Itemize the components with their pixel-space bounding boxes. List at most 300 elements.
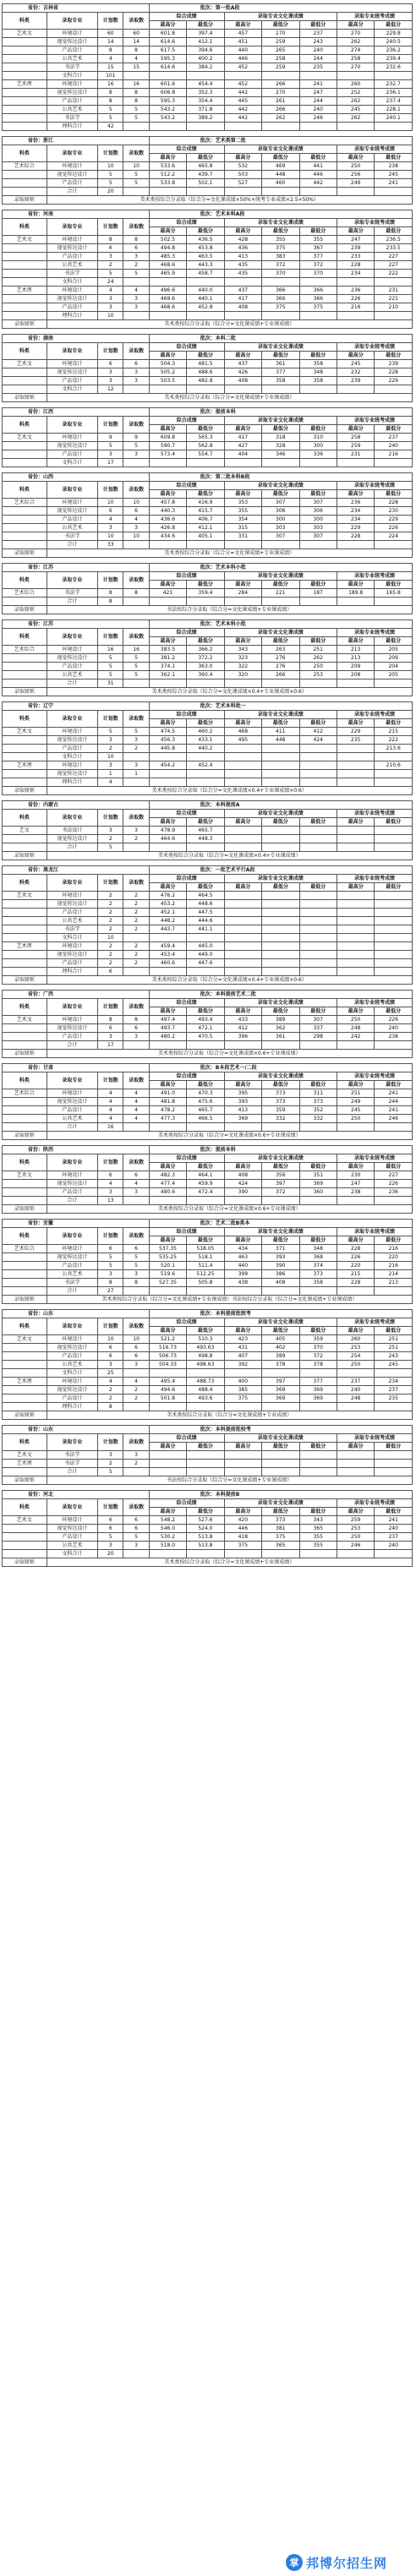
- score-cell: 213.6: [375, 745, 413, 753]
- header-category: 科类: [3, 219, 47, 236]
- score-cell: 5: [123, 106, 149, 114]
- score-cell: [337, 753, 374, 761]
- province-label: 省份：甘肃: [3, 1064, 150, 1072]
- category-cell: [3, 516, 47, 524]
- table-row: [3, 1361, 413, 1369]
- batch-label: 批次：艺术本科小批: [149, 620, 412, 629]
- header-max: 最高分: [149, 581, 186, 589]
- score-cell: [262, 900, 299, 909]
- table-row: [3, 434, 413, 442]
- score-cell: 6: [123, 507, 149, 516]
- score-cell: 236.5: [375, 236, 413, 244]
- score-cell: 5: [98, 1253, 123, 1262]
- category-cell: 艺术理: [3, 942, 47, 951]
- header-admit: 录取数: [123, 875, 149, 892]
- table-row: [3, 1171, 413, 1180]
- score-cell: 360: [299, 1188, 337, 1197]
- score-cell: 446: [224, 1525, 261, 1533]
- major-cell: 公共艺术: [47, 524, 98, 532]
- score-cell: 504.33: [149, 1361, 186, 1369]
- table-row: [3, 951, 413, 959]
- header-min: 最低分: [187, 1081, 224, 1089]
- score-cell: 463.5: [187, 253, 224, 261]
- table-row: [3, 385, 413, 394]
- score-cell: 488.6: [187, 368, 224, 377]
- header-max: 最高分: [337, 1508, 374, 1516]
- score-cell: 5: [98, 114, 123, 123]
- table-row: [3, 1460, 413, 1468]
- score-cell: 5: [98, 179, 123, 188]
- header-pro-score: 录取专业统考成绩: [337, 482, 412, 490]
- major-cell: 环境设计: [47, 499, 98, 507]
- header-min: 最低分: [187, 719, 224, 728]
- category-cell: [3, 106, 47, 114]
- score-cell: 216: [375, 450, 413, 459]
- header-min: 最低分: [262, 1508, 299, 1516]
- table-row: [3, 959, 413, 968]
- major-cell: 环境设计: [47, 728, 98, 736]
- score-cell: 460: [262, 179, 299, 188]
- category-cell: [3, 97, 47, 106]
- major-cell: 合计: [47, 541, 98, 549]
- rule-text: 美术类按综合分录取（综合分=文化课成绩×0.6+专业课成绩）: [47, 1205, 412, 1214]
- table-row: [3, 89, 413, 97]
- score-cell: 445: [224, 97, 261, 106]
- score-cell: 10: [98, 753, 123, 761]
- province-label: 省份：黑龙江: [3, 866, 150, 875]
- major-cell: 公共艺术: [47, 1361, 98, 1369]
- score-cell: 3: [98, 736, 123, 745]
- score-cell: 2: [98, 892, 123, 900]
- score-cell: 16: [123, 646, 149, 654]
- rule-label: 录取原则: [3, 787, 47, 795]
- score-cell: 428: [224, 236, 261, 244]
- score-cell: 237: [375, 1386, 413, 1394]
- score-cell: [375, 123, 413, 131]
- score-cell: [123, 72, 149, 80]
- score-cell: 373: [262, 1089, 299, 1098]
- score-cell: 235: [375, 1394, 413, 1403]
- score-cell: 397.4: [187, 30, 224, 38]
- header-major: 录取专业: [47, 875, 98, 892]
- score-cell: 300: [299, 442, 337, 450]
- header-max: 最高分: [224, 425, 261, 434]
- score-cell: 318: [262, 434, 299, 442]
- score-cell: 214: [375, 1270, 413, 1279]
- score-cell: [337, 679, 374, 688]
- score-cell: [375, 770, 413, 778]
- table-row: [3, 1106, 413, 1115]
- score-cell: [123, 778, 149, 787]
- score-cell: [262, 1197, 299, 1205]
- score-cell: [375, 679, 413, 688]
- score-cell: 2: [98, 942, 123, 951]
- score-cell: [149, 770, 186, 778]
- header-max: 最高分: [149, 1236, 186, 1245]
- score-cell: 465.7: [187, 827, 224, 835]
- header-min: 最低分: [187, 1236, 224, 1245]
- category-cell: 艺术文: [3, 360, 47, 368]
- header-total-score: 综合成绩: [149, 482, 224, 490]
- header-max: 最高分: [149, 21, 186, 30]
- score-cell: [224, 959, 261, 968]
- score-cell: 276: [262, 654, 299, 663]
- score-cell: 3: [98, 295, 123, 303]
- header-min: 最低分: [262, 1443, 299, 1451]
- major-cell: 书法设计: [47, 827, 98, 835]
- score-cell: [262, 968, 299, 976]
- score-cell: [224, 770, 261, 778]
- score-cell: [262, 1287, 299, 1296]
- score-cell: [299, 1468, 337, 1476]
- header-min: 最低分: [299, 490, 337, 499]
- category-cell: [3, 959, 47, 968]
- category-cell: [3, 244, 47, 253]
- header-major: 录取专业: [47, 1318, 98, 1335]
- score-cell: [375, 753, 413, 761]
- header-min: 最低分: [262, 719, 299, 728]
- score-cell: 3: [98, 450, 123, 459]
- major-cell: 书法学: [47, 63, 98, 72]
- score-cell: 453.8: [187, 244, 224, 253]
- score-cell: 245: [375, 1361, 413, 1369]
- score-cell: 251: [375, 1344, 413, 1352]
- table-row: [3, 1525, 413, 1533]
- table-row: [3, 97, 413, 106]
- score-cell: 383.5: [149, 646, 186, 654]
- score-cell: 250: [337, 162, 374, 171]
- header-culture-score: 录取专业文化课成绩: [224, 482, 337, 490]
- score-cell: 241: [299, 80, 337, 89]
- table-row: [3, 835, 413, 843]
- score-cell: 537.35: [149, 1245, 186, 1253]
- header-plan: 计划数: [98, 875, 123, 892]
- score-cell: [224, 835, 261, 843]
- score-cell: 369: [299, 1394, 337, 1403]
- score-cell: 315: [224, 524, 261, 532]
- score-cell: [299, 843, 337, 852]
- header-plan: 计划数: [98, 145, 123, 162]
- table-row: [3, 753, 413, 761]
- table-row: [3, 63, 413, 72]
- score-cell: [337, 959, 375, 968]
- header-min: 最低分: [187, 883, 224, 892]
- score-cell: [262, 72, 299, 80]
- header-culture-score: 录取专业文化课成绩: [224, 999, 337, 1007]
- score-cell: 4: [123, 516, 149, 524]
- header-min: 最低分: [187, 1508, 224, 1516]
- header-admit: 录取数: [123, 711, 149, 728]
- score-cell: 253: [337, 1344, 374, 1352]
- header-culture-score: 录取专业文化课成绩: [224, 13, 337, 21]
- score-cell: [149, 1460, 186, 1468]
- score-cell: [123, 459, 149, 467]
- score-cell: 222: [375, 736, 413, 745]
- score-cell: [262, 942, 299, 951]
- score-cell: 9: [98, 434, 123, 442]
- header-culture-score: 录取专业文化课成绩: [224, 417, 337, 425]
- score-cell: 359: [262, 1106, 299, 1115]
- score-cell: 495.4: [149, 1378, 186, 1386]
- score-cell: [224, 1403, 261, 1411]
- score-cell: 220: [337, 1262, 374, 1270]
- score-cell: 502.1: [187, 179, 224, 188]
- category-cell: [3, 663, 47, 671]
- header-min: 最低分: [375, 1007, 413, 1016]
- header-admit: 录取数: [123, 1318, 149, 1335]
- score-cell: 5: [123, 114, 149, 123]
- score-cell: 454.4: [187, 80, 224, 89]
- score-cell: 240: [375, 1542, 413, 1550]
- score-cell: 595.3: [149, 97, 186, 106]
- score-cell: [337, 745, 374, 753]
- score-cell: [299, 959, 337, 968]
- score-cell: 229: [375, 516, 413, 524]
- score-cell: 5: [98, 106, 123, 114]
- table-row: [3, 1098, 413, 1106]
- score-cell: 437: [224, 360, 261, 368]
- watermark-text: 邦博尔招生网: [306, 2555, 388, 2571]
- category-cell: [3, 179, 47, 188]
- score-cell: 375: [224, 1542, 261, 1550]
- header-total-score: 综合成绩: [149, 1318, 224, 1327]
- score-cell: 493.7: [149, 1024, 186, 1033]
- score-cell: 10: [98, 532, 123, 541]
- score-cell: [299, 1550, 337, 1558]
- score-cell: 424: [224, 1180, 261, 1188]
- score-cell: [375, 917, 413, 925]
- score-cell: 14: [98, 38, 123, 46]
- score-cell: 210.6: [375, 761, 413, 770]
- major-cell: 视觉传达设计: [47, 442, 98, 450]
- score-table: [2, 136, 413, 205]
- score-cell: [224, 1468, 261, 1476]
- score-cell: 448.2: [149, 917, 186, 925]
- score-cell: 363.0: [187, 663, 224, 671]
- score-cell: 213: [337, 646, 374, 654]
- score-cell: 6: [123, 1352, 149, 1361]
- major-cell: 合计: [47, 1468, 98, 1476]
- score-cell: 284: [224, 589, 261, 598]
- score-cell: 392: [224, 1361, 261, 1369]
- score-cell: [299, 900, 337, 909]
- score-cell: [375, 1403, 413, 1411]
- major-cell: 环境设计: [47, 646, 98, 654]
- score-cell: [149, 598, 186, 606]
- batch-label: 批次：艺术二批B类本: [149, 1220, 412, 1228]
- table-row: [3, 745, 413, 753]
- score-cell: [224, 278, 261, 287]
- header-major: 录取专业: [47, 999, 98, 1016]
- province-label: 省份：内蒙古: [3, 801, 150, 810]
- score-cell: [299, 1403, 337, 1411]
- header-pro-score: 录取专业统考成绩: [337, 1072, 413, 1081]
- table-row: [3, 507, 413, 516]
- score-cell: 446: [224, 55, 261, 63]
- score-cell: 8: [98, 1016, 123, 1024]
- major-cell: 公共艺术: [47, 1270, 98, 1279]
- category-cell: [3, 745, 47, 753]
- header-min: 最低分: [299, 1443, 337, 1451]
- category-cell: [3, 1041, 47, 1050]
- header-plan: 计划数: [98, 1434, 123, 1451]
- score-cell: 516.73: [149, 1344, 186, 1352]
- score-cell: [224, 925, 261, 934]
- score-cell: 42: [98, 123, 123, 131]
- score-cell: 238: [375, 1033, 413, 1041]
- table-row: [3, 244, 413, 253]
- header-min: 最低分: [299, 719, 337, 728]
- score-cell: [337, 1287, 374, 1296]
- score-cell: [262, 1369, 299, 1378]
- score-cell: [299, 72, 337, 80]
- header-major: 录取专业: [47, 343, 98, 360]
- table-row: [3, 1386, 413, 1394]
- score-cell: [187, 778, 224, 787]
- score-cell: 231: [375, 287, 413, 295]
- score-cell: 216: [375, 1262, 413, 1270]
- table-row: [3, 909, 413, 917]
- major-cell: 环境设计: [47, 236, 98, 244]
- table-row: [3, 1335, 413, 1344]
- score-cell: 369: [262, 1386, 299, 1394]
- score-cell: 453.2: [149, 900, 186, 909]
- score-cell: 468.6: [149, 303, 186, 312]
- table-row: [3, 654, 413, 663]
- score-cell: [262, 770, 299, 778]
- batch-label: 批次：本科提前A: [149, 801, 412, 810]
- major-cell: 视觉传达设计: [47, 1525, 98, 1533]
- header-min: 最低分: [299, 425, 337, 434]
- category-cell: [3, 1361, 47, 1369]
- score-cell: [149, 459, 186, 467]
- category-cell: [3, 1550, 47, 1558]
- score-cell: 20: [98, 1550, 123, 1558]
- score-cell: 543.2: [149, 106, 186, 114]
- score-cell: 480.2: [149, 1033, 186, 1041]
- score-cell: 3: [123, 1451, 149, 1460]
- score-cell: 491.0: [149, 1089, 186, 1098]
- score-cell: [337, 770, 374, 778]
- header-plan: 计划数: [98, 1499, 123, 1516]
- major-cell: 视觉传达设计: [47, 951, 98, 959]
- score-cell: 370: [299, 1344, 337, 1352]
- table-row: [3, 38, 413, 46]
- score-cell: [299, 761, 337, 770]
- batch-label: 批次：本科提前批校考: [149, 1426, 412, 1434]
- rule-text: 美术类按综合分录取（综合分=文化课成绩+专业课成绩）书法按综合分录取（综合分=文化课成绩+专业课成绩）: [47, 1296, 412, 1304]
- score-cell: 443.3: [187, 261, 224, 270]
- score-cell: [337, 1123, 375, 1132]
- score-cell: 512.2: [149, 171, 186, 179]
- score-cell: 493.6: [187, 1394, 224, 1403]
- score-cell: [299, 312, 337, 320]
- score-cell: 247: [337, 236, 375, 244]
- batch-label: 批次：本科提前艺术二批: [149, 991, 412, 999]
- score-cell: 386: [262, 1270, 299, 1279]
- score-cell: 246: [337, 1542, 374, 1550]
- score-cell: [123, 123, 149, 131]
- score-cell: 270: [262, 89, 299, 97]
- header-total-score: 综合成绩: [149, 219, 224, 227]
- rule-text: 美术类按综合分录取（综合分=文化课成绩+专业课成绩）: [47, 1558, 412, 1567]
- score-cell: 6: [98, 360, 123, 368]
- score-cell: 3: [98, 524, 123, 532]
- header-total-score: 综合成绩: [149, 1072, 224, 1081]
- table-row: [3, 1542, 413, 1550]
- category-cell: [3, 295, 47, 303]
- table-row: [3, 671, 413, 679]
- score-cell: [375, 909, 413, 917]
- header-culture-score: 录取专业文化课成绩: [224, 1434, 337, 1443]
- header-category: 科类: [3, 1228, 47, 1245]
- score-cell: [299, 278, 337, 287]
- major-cell: 书法学: [47, 589, 98, 598]
- score-cell: [375, 778, 413, 787]
- score-cell: [375, 1468, 413, 1476]
- table-row: [3, 188, 413, 196]
- score-cell: 234: [337, 270, 375, 278]
- score-cell: 460.6: [149, 959, 186, 968]
- header-min: 最低分: [187, 352, 224, 360]
- major-cell: 书法学: [47, 1451, 98, 1460]
- score-cell: 3: [98, 253, 123, 261]
- major-cell: 产品设计: [47, 1352, 98, 1361]
- header-min: 最低分: [299, 1508, 337, 1516]
- score-cell: [123, 1468, 149, 1476]
- score-cell: 238: [337, 1188, 375, 1197]
- header-major: 录取专业: [47, 810, 98, 827]
- category-cell: 艺术理: [3, 80, 47, 89]
- category-cell: 艺术综合: [3, 499, 47, 507]
- score-cell: [299, 1451, 337, 1460]
- watermark: [286, 2552, 413, 2573]
- score-cell: 4: [98, 516, 123, 524]
- table-row: [3, 679, 413, 688]
- score-cell: 478.9: [149, 827, 186, 835]
- province-label: 省份：湖南: [3, 335, 150, 343]
- score-cell: 4: [98, 55, 123, 63]
- score-cell: [337, 312, 375, 320]
- table-row: [3, 728, 413, 736]
- score-cell: 2: [98, 909, 123, 917]
- score-cell: 373: [299, 1270, 337, 1279]
- rule-label: 录取原则: [3, 976, 47, 985]
- score-cell: 204: [375, 663, 413, 671]
- score-cell: 400: [224, 1378, 261, 1386]
- score-cell: 13: [98, 1197, 123, 1205]
- score-cell: 358: [299, 360, 337, 368]
- category-cell: [3, 1352, 47, 1361]
- score-cell: 601.8: [149, 30, 186, 38]
- major-cell: 文科合计: [47, 72, 98, 80]
- score-cell: 332: [299, 1115, 337, 1123]
- rule-label: 录取原则: [3, 394, 47, 402]
- score-cell: 224: [375, 532, 413, 541]
- score-cell: 4: [98, 1115, 123, 1123]
- score-cell: 31: [98, 679, 123, 688]
- header-plan: 计划数: [98, 1228, 123, 1245]
- score-cell: 485.3: [149, 253, 186, 261]
- score-cell: 372: [262, 261, 299, 270]
- rule-text: 书法按综合分录取（综合分=文化课成绩+专业课成绩）: [47, 606, 412, 614]
- score-cell: 383: [262, 253, 299, 261]
- header-major: 录取专业: [47, 711, 98, 728]
- batch-label: 批次：艺术类第二批: [149, 137, 412, 145]
- header-culture-score: 录取专业文化课成绩: [224, 343, 337, 352]
- score-cell: 276: [262, 663, 299, 671]
- score-cell: 436: [224, 244, 261, 253]
